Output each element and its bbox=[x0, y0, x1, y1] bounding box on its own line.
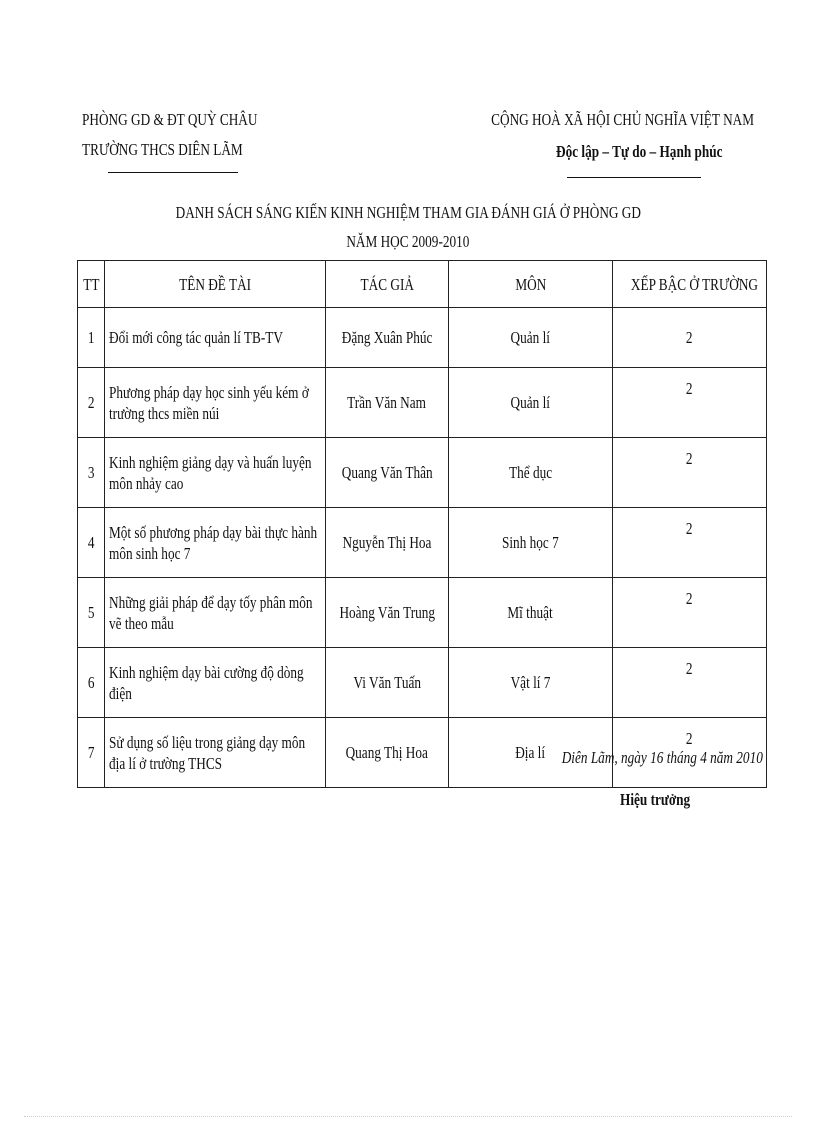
subject-cell: Quản lí bbox=[449, 308, 613, 368]
office-name: PHÒNG GD & ĐT QUỲ CHÂU bbox=[82, 110, 258, 129]
row-number: 3 bbox=[78, 438, 105, 508]
column-header-author: TÁC GIẢ bbox=[326, 261, 449, 308]
header-divider-left bbox=[108, 172, 238, 173]
rank-cell: 2 bbox=[613, 508, 767, 578]
topic-cell: Sử dụng số liệu trong giảng dạy môn địa lí ở trường THCS bbox=[105, 718, 326, 788]
row-number: 2 bbox=[78, 368, 105, 438]
topic-cell: Phương pháp dạy học sinh yếu kém ở trường thcs miền núi bbox=[105, 368, 326, 438]
column-header-tt: TT bbox=[78, 261, 105, 308]
national-motto: Độc lập – Tự do – Hạnh phúc bbox=[556, 142, 723, 161]
author-cell: Trần Văn Nam bbox=[326, 368, 449, 438]
row-number: 7 bbox=[78, 718, 105, 788]
topic-cell: Những giải pháp để dạy tốy phân môn vẽ theo mẫu bbox=[105, 578, 326, 648]
topic-cell: Đổi mới công tác quản lí TB-TV bbox=[105, 308, 326, 368]
header-divider-right bbox=[567, 177, 701, 178]
author-cell: Quang Thị Hoa bbox=[326, 718, 449, 788]
school-name: TRƯỜNG THCS DIÊN LÃM bbox=[82, 140, 243, 159]
rank-cell: 2 bbox=[613, 718, 767, 788]
table-row bbox=[78, 578, 767, 648]
rank-cell: 2 bbox=[613, 368, 767, 438]
author-cell: Quang Văn Thân bbox=[326, 438, 449, 508]
rank-cell: 2 bbox=[613, 438, 767, 508]
column-header-subject: MÔN bbox=[449, 261, 613, 308]
author-cell: Nguyễn Thị Hoa bbox=[326, 508, 449, 578]
column-header-topic: TÊN ĐỀ TÀI bbox=[105, 261, 326, 308]
initiative-table bbox=[77, 260, 767, 788]
table-row bbox=[78, 438, 767, 508]
row-number: 5 bbox=[78, 578, 105, 648]
place-and-date: Diên Lãm, ngày 16 tháng 4 năm 2010 bbox=[561, 748, 763, 767]
subject-cell: Địa lí bbox=[449, 718, 613, 788]
rank-cell: 2 bbox=[613, 648, 767, 718]
rank-cell: 2 bbox=[613, 308, 767, 368]
subject-cell: Sinh học 7 bbox=[449, 508, 613, 578]
topic-cell: Kinh nghiệm giảng dạy và huấn luyện môn nhảy cao bbox=[105, 438, 326, 508]
document-title: DANH SÁCH SÁNG KIẾN KINH NGHIỆM THAM GIA ĐÁNH GIÁ Ở PHÒNG GD bbox=[175, 203, 641, 222]
subject-cell: Mĩ thuật bbox=[449, 578, 613, 648]
column-header-rank: XẾP BẬC Ở TRƯỜNG bbox=[613, 261, 767, 308]
author-cell: Vi Văn Tuấn bbox=[326, 648, 449, 718]
signature-title: Hiệu trưởng bbox=[620, 790, 691, 809]
author-cell: Đặng Xuân Phúc bbox=[326, 308, 449, 368]
document-subtitle: NĂM HỌC 2009-2010 bbox=[346, 232, 470, 251]
topic-cell: Kinh nghiệm dạy bài cường độ dòng điện bbox=[105, 648, 326, 718]
table-row bbox=[78, 308, 767, 368]
table-row bbox=[78, 368, 767, 438]
subject-cell: Vật lí 7 bbox=[449, 648, 613, 718]
table-header-row bbox=[78, 261, 767, 308]
subject-cell: Quản lí bbox=[449, 368, 613, 438]
rank-cell: 2 bbox=[613, 578, 767, 648]
table-row bbox=[78, 508, 767, 578]
row-number: 6 bbox=[78, 648, 105, 718]
subject-cell: Thể dục bbox=[449, 438, 613, 508]
row-number: 4 bbox=[78, 508, 105, 578]
republic-name: CỘNG HOÀ XÃ HỘI CHỦ NGHĨA VIỆT NAM bbox=[491, 110, 754, 129]
topic-cell: Một số phương pháp dạy bài thực hành môn sinh học 7 bbox=[105, 508, 326, 578]
author-cell: Hoàng Văn Trung bbox=[326, 578, 449, 648]
row-number: 1 bbox=[78, 308, 105, 368]
table-row bbox=[78, 648, 767, 718]
page-bottom-rule bbox=[24, 1116, 792, 1117]
